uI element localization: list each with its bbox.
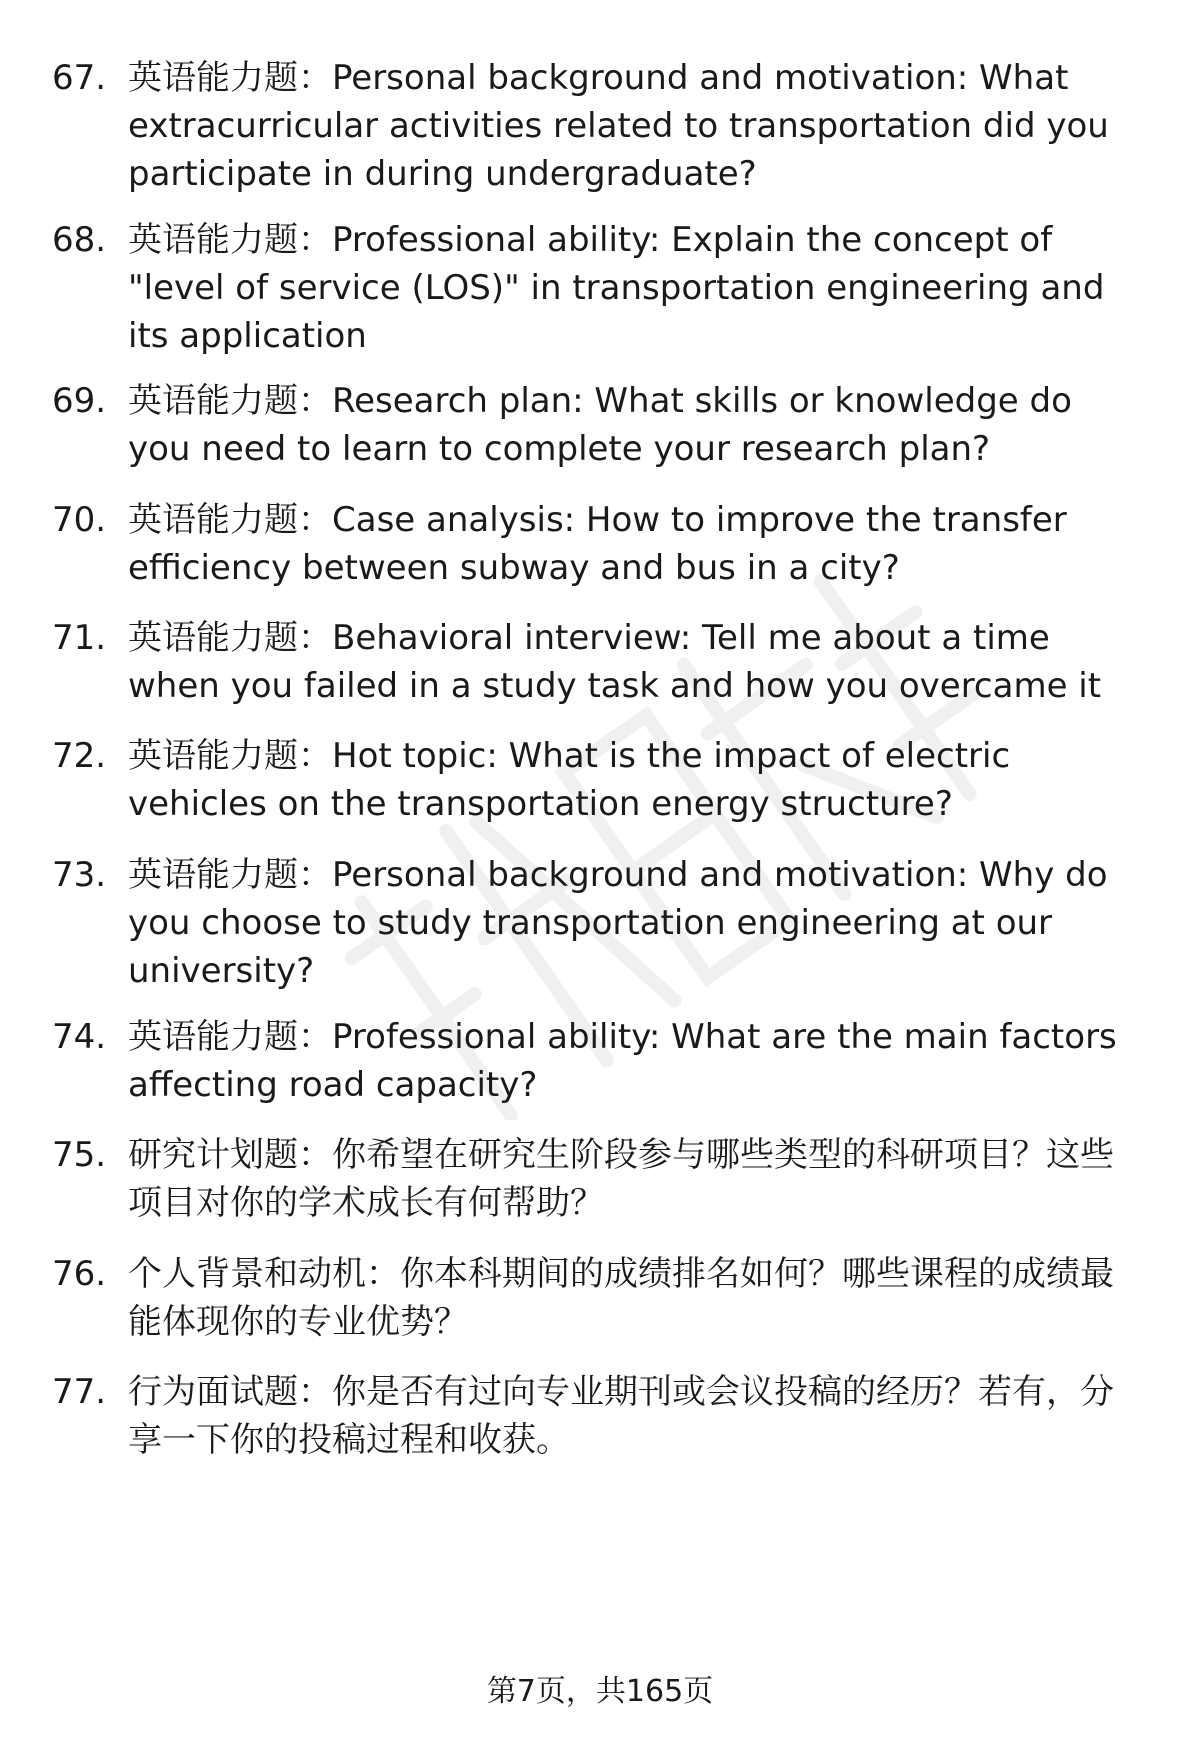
item-number: 67. bbox=[52, 58, 107, 98]
item-number: 72. bbox=[52, 736, 107, 776]
item-text: 英语能力题：Personal background and motivation: What extracurricular activities related to transportation did you participate in during undergraduate? bbox=[128, 58, 1109, 194]
item-number: 68. bbox=[52, 220, 107, 260]
item-number: 75. bbox=[52, 1135, 107, 1175]
item-number: 69. bbox=[52, 381, 107, 421]
item-number: 77. bbox=[52, 1372, 107, 1412]
item-number: 76. bbox=[52, 1254, 107, 1294]
item-text: 英语能力题：Personal background and motivation: Why do you choose to study transportation engineering at our university? bbox=[128, 855, 1108, 991]
item-text: 英语能力题：Professional ability: What are the main factors affecting road capacity? bbox=[128, 1017, 1117, 1105]
item-text: 英语能力题：Case analysis: How to improve the transfer efficiency between subway and bus in a city? bbox=[128, 500, 1067, 588]
item-text: 英语能力题：Research plan: What skills or knowledge do you need to learn to complete your research plan? bbox=[128, 381, 1072, 469]
list-item bbox=[52, 1013, 1152, 1109]
list-item bbox=[52, 496, 1152, 592]
list-item bbox=[52, 377, 1152, 473]
list-item bbox=[52, 732, 1152, 828]
item-text: 研究计划题：你希望在研究生阶段参与哪些类型的科研项目？这些项目对你的学术成长有何帮助？ bbox=[128, 1135, 1114, 1223]
item-text: 行为面试题：你是否有过向专业期刊或会议投稿的经历？若有，分享一下你的投稿过程和收获。 bbox=[128, 1372, 1114, 1460]
list-item bbox=[52, 851, 1152, 995]
item-number: 71. bbox=[52, 618, 107, 658]
list-item bbox=[52, 216, 1152, 360]
item-number: 74. bbox=[52, 1017, 107, 1057]
item-text: 英语能力题：Hot topic: What is the impact of electric vehicles on the transportation energy structure? bbox=[128, 736, 1011, 824]
list-item bbox=[52, 54, 1152, 198]
list-item bbox=[52, 614, 1152, 710]
item-number: 70. bbox=[52, 500, 107, 540]
list-item bbox=[52, 1368, 1152, 1464]
item-number: 73. bbox=[52, 855, 107, 895]
item-text: 英语能力题：Professional ability: Explain the concept of "level of service (LOS)" in transportation engineering and its application bbox=[128, 220, 1105, 356]
list-item bbox=[52, 1131, 1152, 1227]
item-text: 个人背景和动机：你本科期间的成绩排名如何？哪些课程的成绩最能体现你的专业优势？ bbox=[128, 1254, 1114, 1342]
list-item bbox=[52, 1250, 1152, 1346]
page-number-footer: 第7页，共165页 bbox=[486, 1674, 714, 1709]
item-text: 英语能力题：Behavioral interview: Tell me about a time when you failed in a study task and how you overcame it bbox=[128, 618, 1102, 706]
